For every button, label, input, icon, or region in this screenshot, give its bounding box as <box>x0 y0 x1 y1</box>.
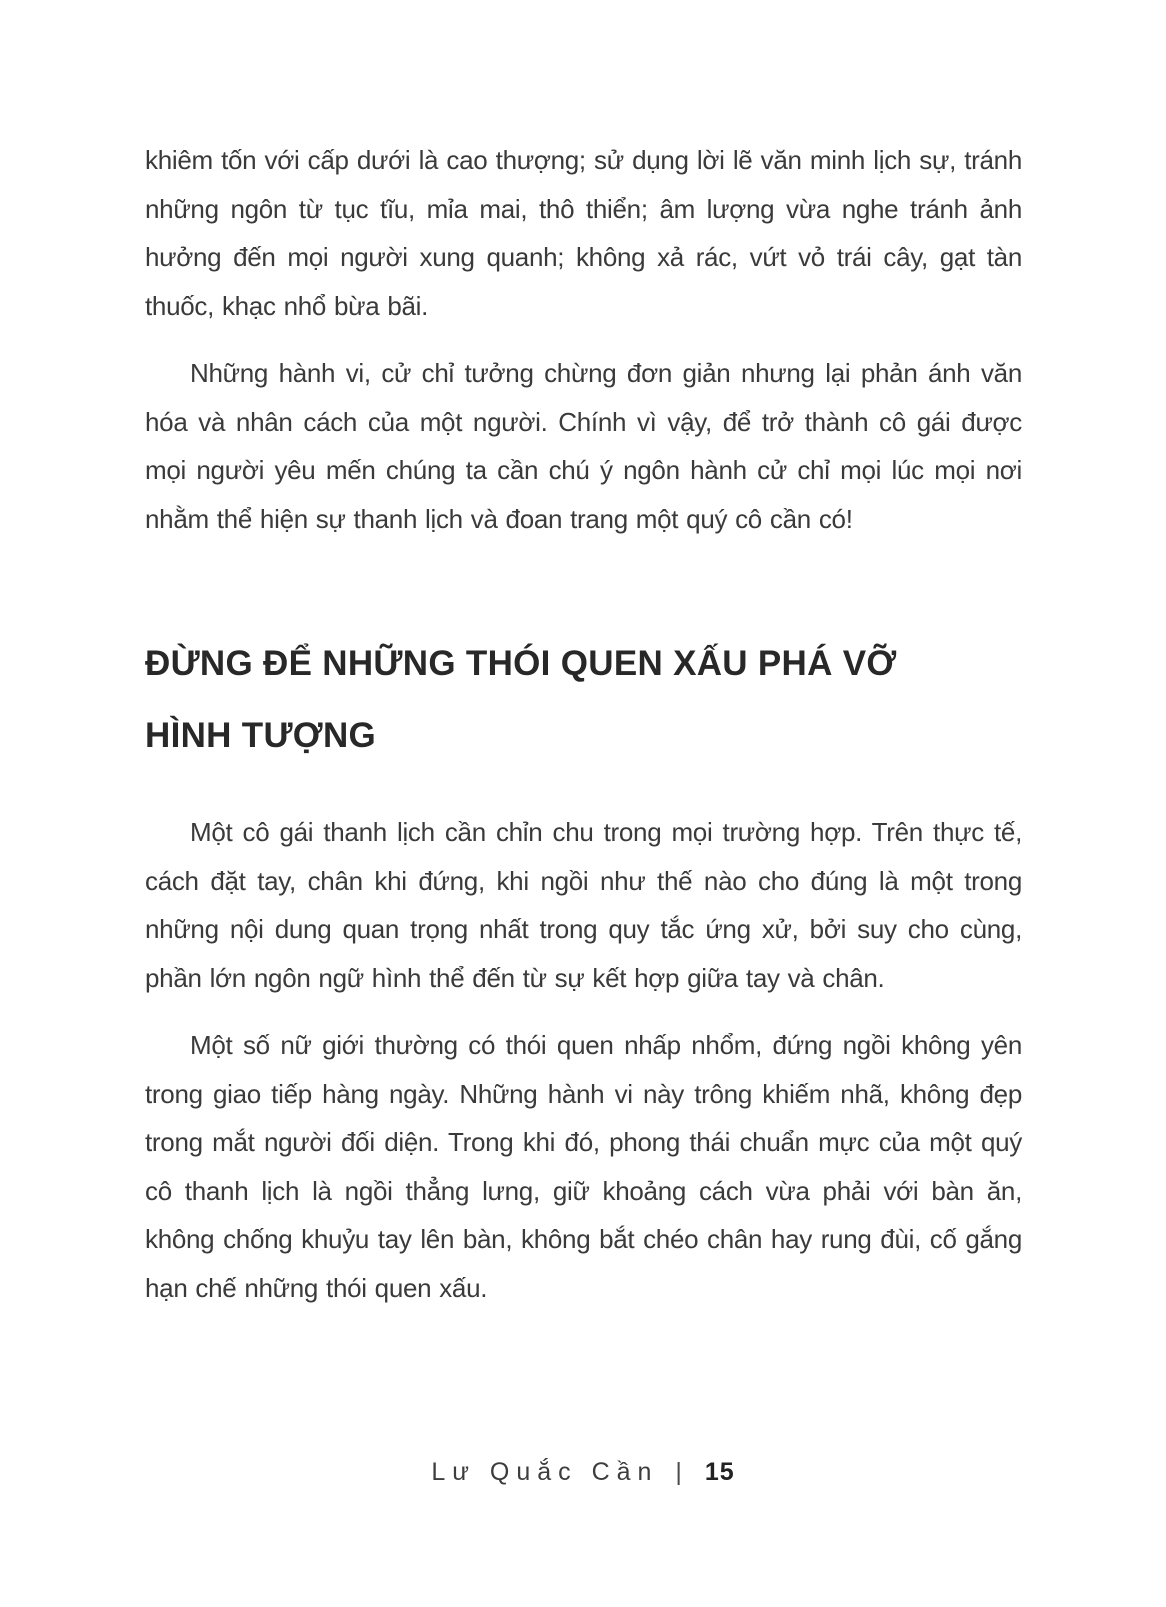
body-paragraph-2: Những hành vi, cử chỉ tưởng chừng đơn giản nhưng lại phản ánh văn hóa và nhân cách của một người. Chính vì vậy, để trở thành cô gái được mọi người yêu mến chúng ta cần chú ý ngôn hành cử chỉ mọi lúc mọi nơi nhằm thể hiện sự thanh lịch và đoan trang một quý cô cần có! <box>145 358 1022 534</box>
page-content <box>145 136 1022 1331</box>
section-heading-line-1: ĐỪNG ĐỂ NHỮNG THÓI QUEN XẤU PHÁ VỠ <box>145 644 897 683</box>
footer-author-name: Lư Quắc Cần <box>431 1458 659 1486</box>
footer-divider: | <box>675 1458 682 1486</box>
footer-page-number: 15 <box>704 1458 735 1486</box>
body-paragraph-3: Một cô gái thanh lịch cần chỉn chu trong mọi trường hợp. Trên thực tế, cách đặt tay, chân khi đứng, khi ngồi như thế nào cho đúng là một trong những nội dung quan trọng nhất trong quy tắc ứng xử, bởi suy cho cùng, phần lớn ngôn ngữ hình thể đến từ sự kết hợp giữa tay và chân. <box>145 817 1022 993</box>
page-footer <box>0 1458 1166 1487</box>
section-heading-line-2: HÌNH TƯỢNG <box>145 716 377 755</box>
body-paragraph-4: Một số nữ giới thường có thói quen nhấp nhổm, đứng ngồi không yên trong giao tiếp hàng ngày. Những hành vi này trông khiếm nhã, không đẹp trong mắt người đối diện. Trong khi đó, phong thái chuẩn mực của một quý cô thanh lịch là ngồi thẳng lưng, giữ khoảng cách vừa phải với bàn ăn, không chống khuỷu tay lên bàn, không bắt chéo chân hay rung đùi, cố gắng hạn chế những thói quen xấu. <box>145 1030 1022 1303</box>
body-paragraph-1: khiêm tốn với cấp dưới là cao thượng; sử dụng lời lẽ văn minh lịch sự, tránh những ngôn từ tục tĩu, mỉa mai, thô thiển; âm lượng vừa nghe tránh ảnh hưởng đến mọi người xung quanh; không xả rác, vứt vỏ trái cây, gạt tàn thuốc, khạc nhổ bừa bãi. <box>145 145 1022 321</box>
section-heading <box>145 628 1022 772</box>
